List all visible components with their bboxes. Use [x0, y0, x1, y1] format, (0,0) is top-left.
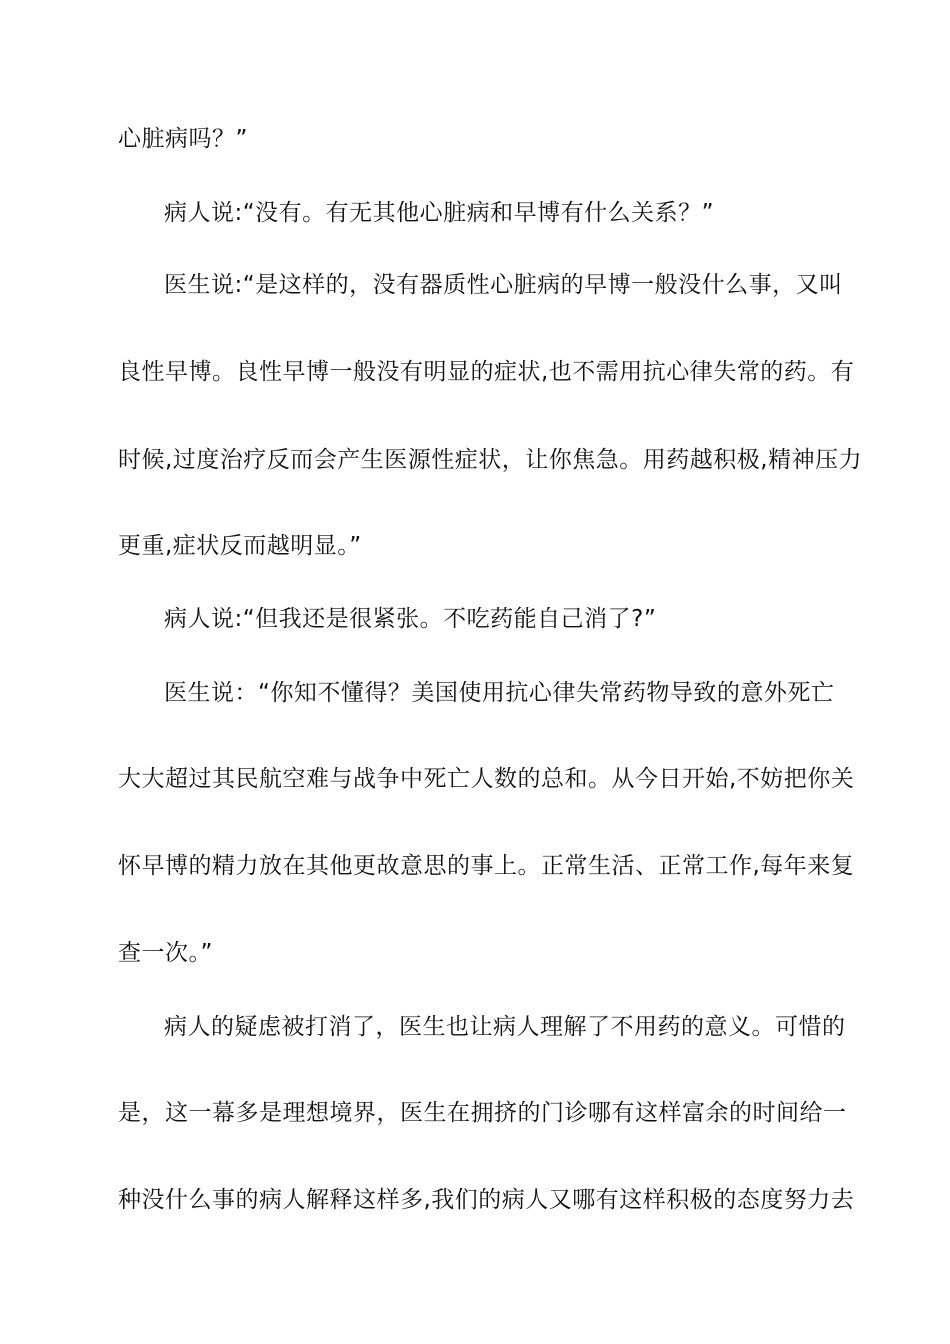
text-line-13: 是，这一幕多是理想境界，医生在拥挤的门诊哪有这样富余的时间给一: [118, 1100, 847, 1126]
text-line-12: 病人的疑虑被打消了，医生也让病人理解了不用药的意义。可惜的: [164, 1014, 846, 1040]
text-line-8: 医生说：“你知不懂得？美国使用抗心律失常药物导致的意外死亡: [164, 680, 835, 706]
text-line-5: 时候,过度治疗反而会产生医源性症状，让你焦急。用药越积极,精神压力: [118, 447, 863, 473]
text-line-6: 更重,症状反而越明显。”: [118, 533, 362, 559]
text-line-10: 怀早博的精力放在其他更故意思的事上。正常生活、正常工作,每年来复: [118, 853, 855, 879]
text-line-7: 病人说:“但我还是很紧张。不吃药能自己消了?”: [164, 606, 657, 632]
text-line-9: 大大超过其民航空难与战争中死亡人数的总和。从今日开始,不妨把你关: [118, 766, 855, 792]
text-line-2: 病人说:“没有。有无其他心脏病和早博有什么关系？”: [164, 200, 715, 226]
text-line-4: 良性早博。良性早博一般没有明显的症状,也不需用抗心律失常的药。有: [118, 359, 855, 385]
text-line-1: 心脏病吗？”: [118, 126, 248, 152]
text-line-14: 种没什么事的病人解释这样多,我们的病人又哪有这样积极的态度努力去: [118, 1187, 855, 1213]
text-line-3: 医生说:“是这样的，没有器质性心脏病的早博一般没什么事，又叫: [164, 272, 843, 298]
text-line-11: 查一次。”: [118, 940, 213, 966]
